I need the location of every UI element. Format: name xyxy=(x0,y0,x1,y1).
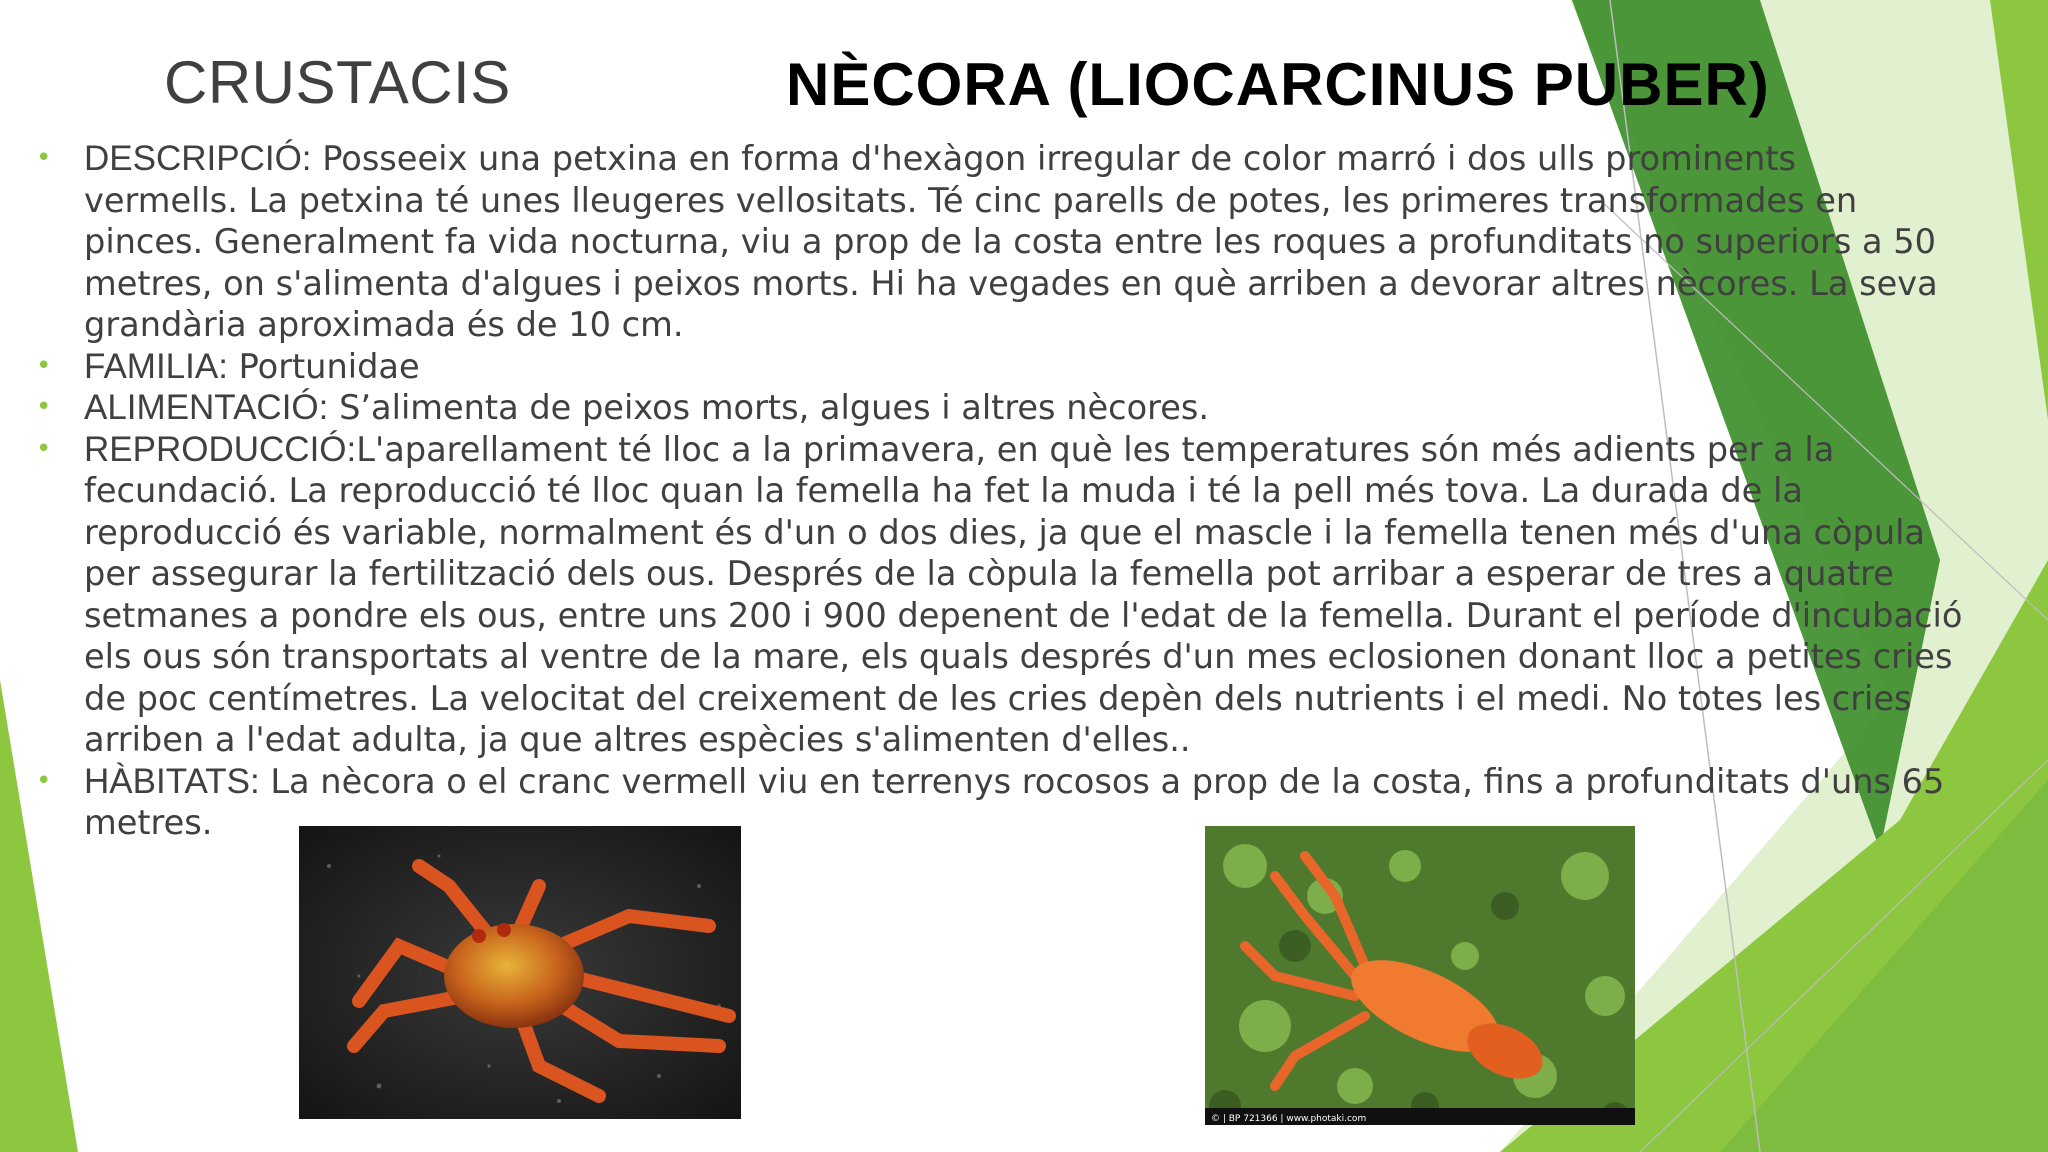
crayfish-photo xyxy=(1205,826,1635,1125)
content-bullet-list xyxy=(36,138,2036,844)
bullet-line: metres. xyxy=(84,803,213,842)
bullet-text: L'aparellament té lloc a la primavera, en què les temperatures són més adients per a la xyxy=(356,429,1835,469)
bullet-line: arriben a l'edat adulta, ja que altres espècies s'alimenten d'elles.. xyxy=(84,720,1191,759)
bullet-dot-icon: • xyxy=(36,433,52,464)
bullet-dot-icon: • xyxy=(36,765,52,796)
bullet-line: els ous són transportats al ventre de la mare, els quals després d'un mes eclosionen donant lloc a petites cries xyxy=(84,637,1953,676)
bullet-line: setmanes a pondre els ous, entre uns 200 i 900 depenent de l'edat de la femella. Durant el període d'incubació xyxy=(84,595,1963,635)
bullet-familia xyxy=(36,346,2036,388)
bullet-dot-icon: • xyxy=(36,392,52,422)
bullet-label: HÀBITATS: xyxy=(84,761,260,801)
bullet-label: REPRODUCCIÓ: xyxy=(84,429,357,469)
bullet-text: S’alimenta de peixos morts, algues i altres nècores. xyxy=(328,388,1210,427)
bullet-line xyxy=(84,387,2036,429)
bullet-alimentacio xyxy=(36,387,2036,429)
bullet-label: ALIMENTACIÓ: xyxy=(84,388,329,427)
bullet-dot-icon: • xyxy=(36,143,52,173)
bullet-text: La nècora o el cranc vermell viu en terrenys rocosos a prop de la costa, fins a profunditats d'uns 65 xyxy=(259,761,1945,801)
bullet-line xyxy=(84,346,2036,388)
bullet-line: fecundació. La reproducció té lloc quan la femella ha fet la muda i té la pell més tova. La durada de la xyxy=(84,471,1803,510)
bullet-dot-icon: • xyxy=(36,350,52,381)
bullet-line xyxy=(84,138,2036,180)
photo-caption: © | BP 721366 | www.photaki.com xyxy=(1211,1114,1367,1124)
bullet-line xyxy=(84,429,2036,471)
bullet-line: per assegurar la fertilització dels ous. Després de la còpula la femella pot arribar a esperar de tres a quatre xyxy=(84,554,1894,593)
bullet-reproduccio xyxy=(36,429,2036,761)
bullet-text: Posseeix una petxina en forma d'hexàgon irregular de color marró i dos ulls prominents xyxy=(311,139,1796,178)
bullet-line: pinces. Generalment fa vida nocturna, viu a prop de la costa entre les roques a profunditats no superiors a 50 xyxy=(84,222,1936,261)
bullet-label: DESCRIPCIÓ: xyxy=(84,139,312,178)
bullet-line: metres, on s'alimenta d'algues i peixos morts. Hi ha vegades en què arriben a devorar altres nècores. La seva xyxy=(84,263,1938,303)
crab-photo xyxy=(299,826,741,1119)
bullet-descripcio xyxy=(36,138,2036,346)
bullet-line: vermells. La petxina té unes lleugeres vellositats. Té cinc parells de potes, les primeres transformades en xyxy=(84,180,1858,220)
bullet-line: grandària aproximada és de 10 cm. xyxy=(84,305,684,344)
bullet-line: reproducció és variable, normalment és d'un o dos dies, ja que el mascle i la femella tenen més d'una còpula xyxy=(84,512,1926,552)
bullet-text: Portunidae xyxy=(227,346,420,386)
bullet-line xyxy=(84,761,2036,803)
bullet-line: de poc centímetres. La velocitat del creixement de les cries depèn dels nutrients i el medi. No totes les cries xyxy=(84,678,1912,718)
slide-title: CRUSTACIS xyxy=(164,49,511,116)
bullet-label: FAMILIA: xyxy=(84,346,228,386)
slide-heading: NÈCORA (LIOCARCINUS PUBER) xyxy=(786,51,1770,118)
